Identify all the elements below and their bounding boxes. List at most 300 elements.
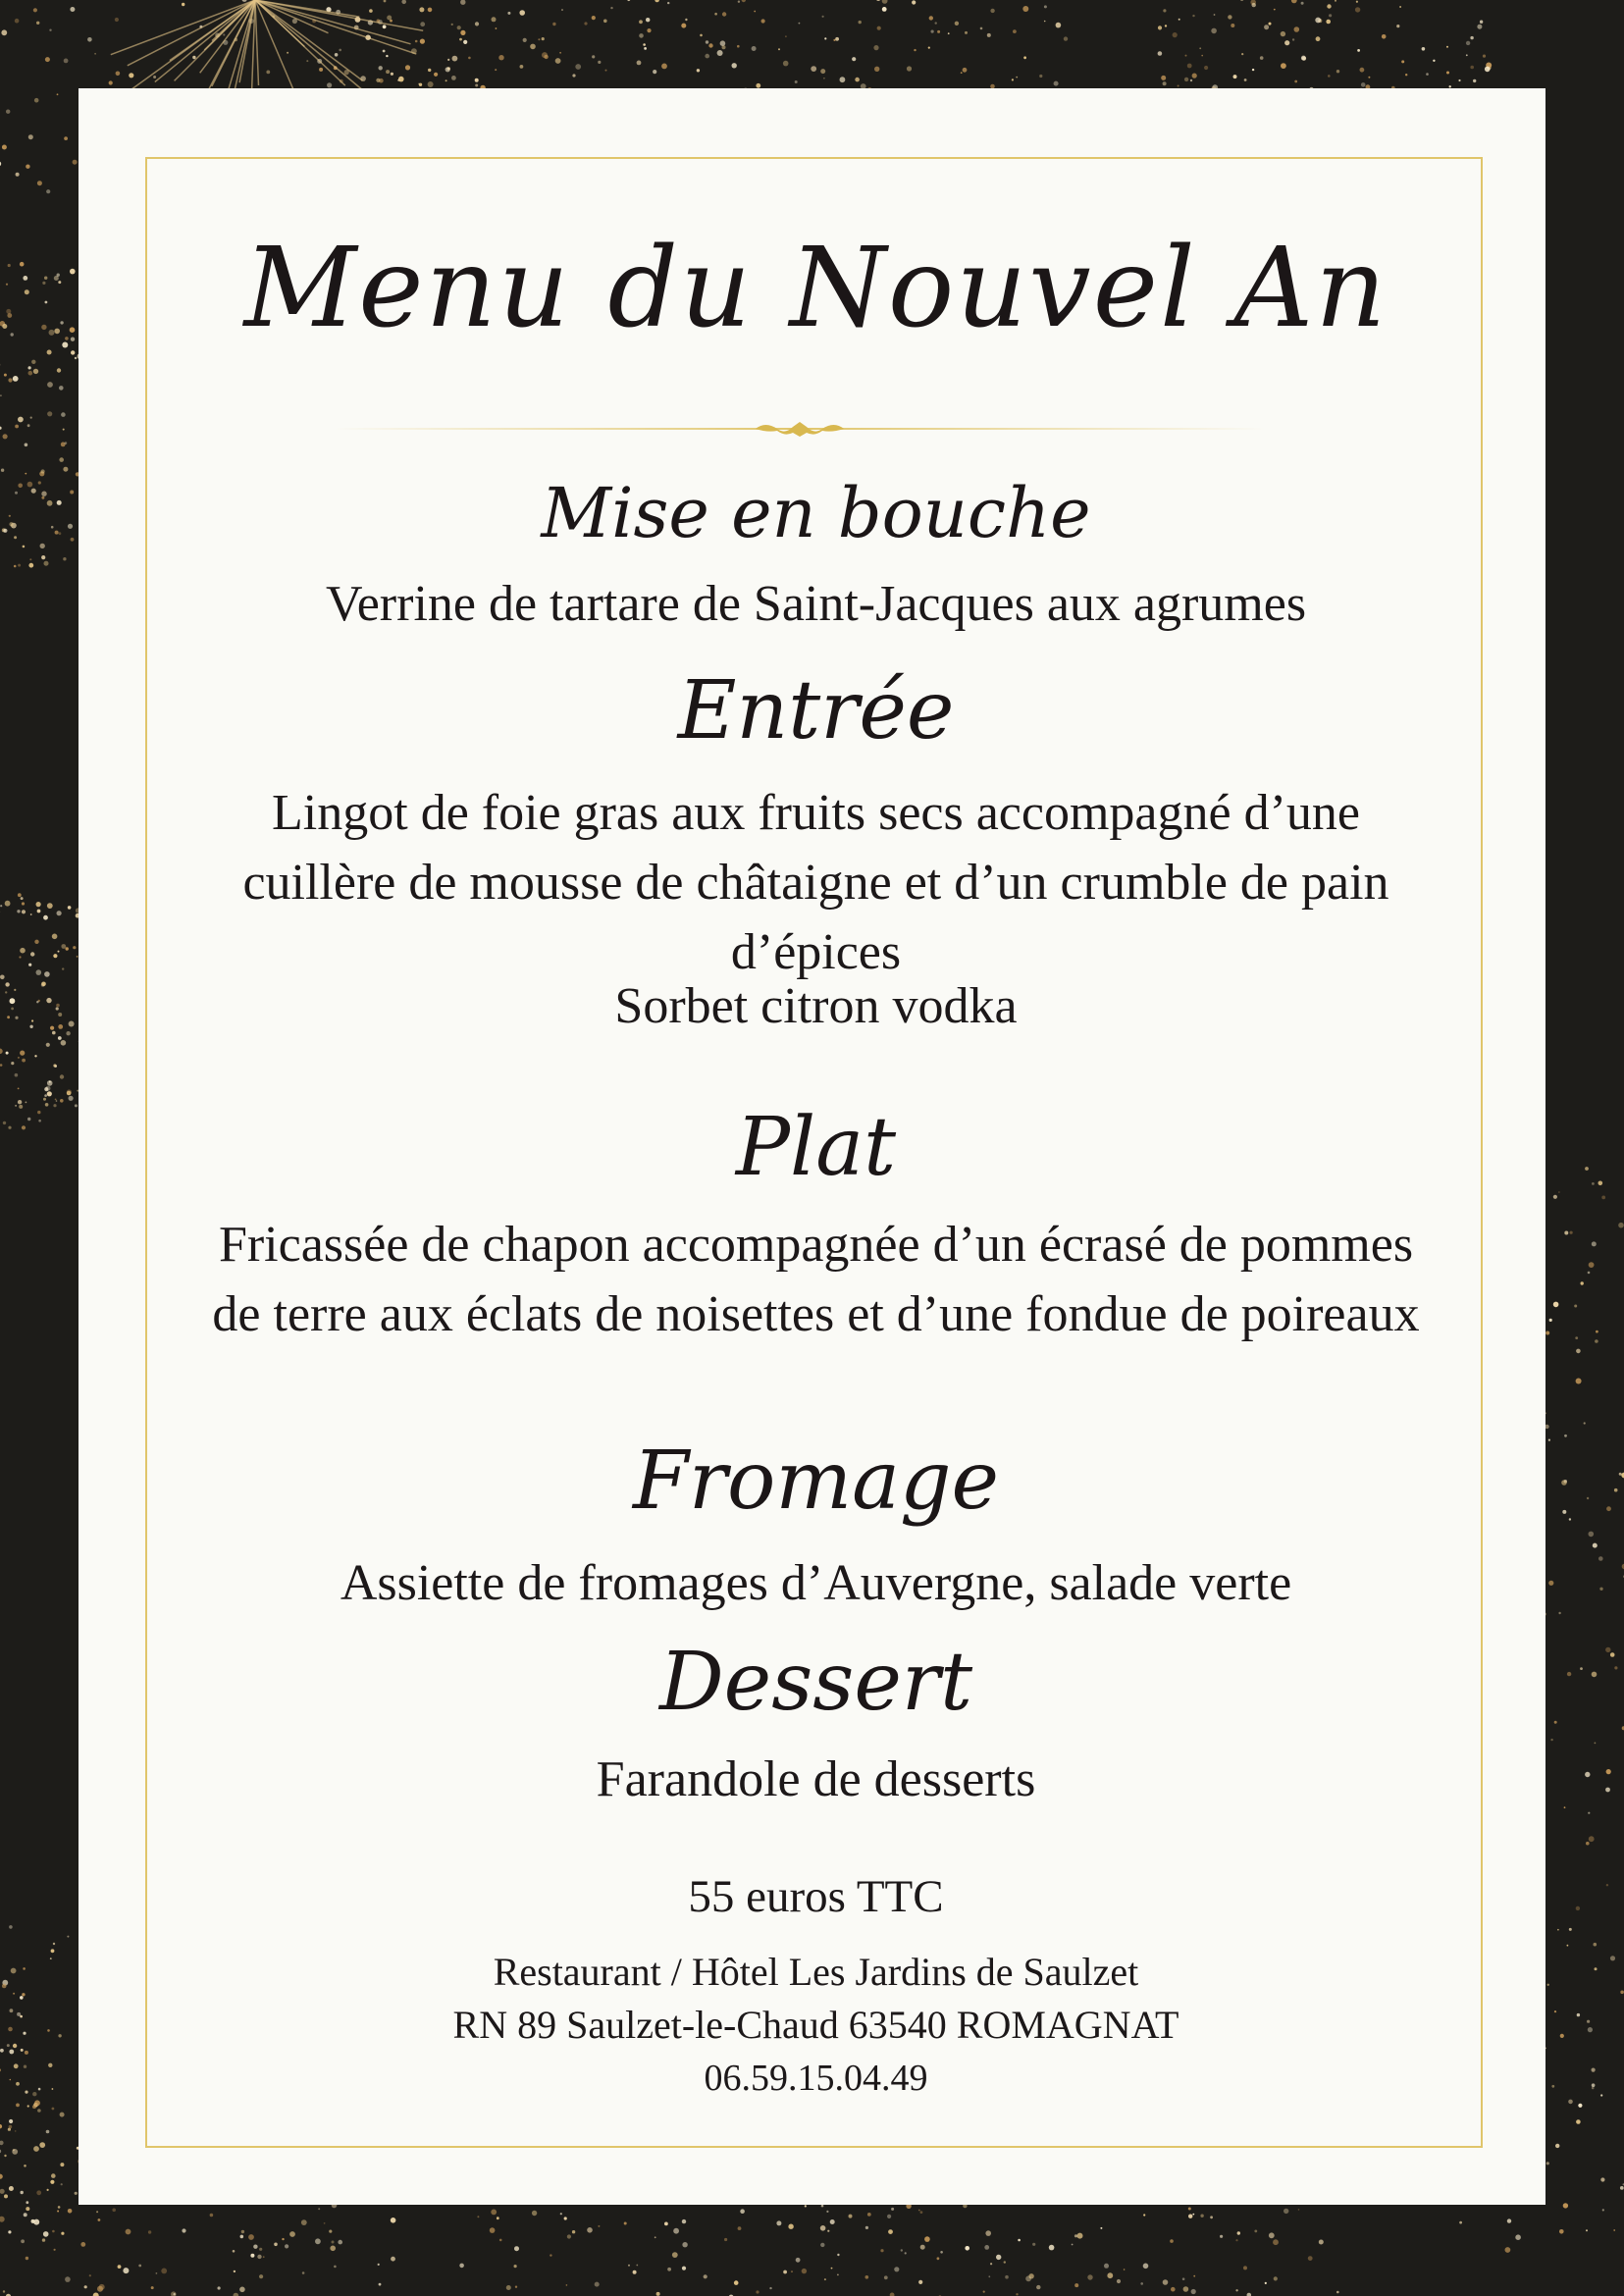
firework-spark: [47, 1080, 53, 1086]
firework-spark: [1610, 1652, 1615, 1657]
firework-spark: [1585, 1167, 1589, 1171]
firework-spark: [42, 282, 45, 285]
firework-ray: [128, 0, 255, 66]
firework-spark: [22, 1993, 25, 1996]
firework-spark: [598, 2225, 600, 2227]
firework-spark: [515, 2286, 517, 2288]
firework-spark: [27, 1118, 30, 1121]
firework-spark: [876, 0, 881, 1]
firework-spark: [11, 1008, 14, 1011]
firework-spark: [23, 546, 26, 548]
firework-spark: [1562, 1510, 1566, 1514]
firework-spark: [2, 324, 7, 329]
firework-spark: [1396, 25, 1399, 27]
firework-spark: [73, 946, 76, 949]
firework-spark: [80, 2242, 85, 2247]
firework-ray: [255, 0, 259, 85]
firework-spark: [498, 55, 503, 60]
firework-spark: [302, 2271, 305, 2274]
firework-spark: [1601, 1196, 1605, 1200]
course-heading-entree: Entrée: [677, 664, 955, 757]
firework-spark: [30, 952, 34, 956]
firework-spark: [45, 301, 48, 304]
firework-spark: [58, 1036, 62, 1040]
firework-spark: [41, 492, 46, 496]
firework-spark: [653, 70, 656, 74]
firework-spark: [1568, 2100, 1573, 2105]
firework-spark: [1228, 15, 1231, 19]
firework-spark: [1254, 2230, 1257, 2233]
firework-spark: [129, 73, 133, 78]
firework-spark: [68, 906, 72, 910]
firework-spark: [722, 45, 726, 49]
firework-spark: [43, 2231, 49, 2237]
firework-spark: [233, 2250, 236, 2253]
firework-spark: [93, 2293, 99, 2296]
firework-spark: [1505, 2247, 1511, 2253]
firework-spark: [31, 489, 36, 494]
firework-spark: [667, 2, 669, 4]
firework-spark: [990, 9, 994, 13]
firework-spark: [23, 1967, 26, 1970]
firework-spark: [1036, 2285, 1040, 2289]
firework-spark: [75, 1104, 78, 1107]
firework-spark: [37, 181, 42, 185]
firework-ray: [155, 0, 255, 82]
firework-spark: [116, 72, 121, 77]
firework-spark: [36, 22, 39, 25]
firework-spark: [1163, 9, 1166, 12]
firework-spark: [60, 2163, 64, 2166]
firework-spark: [161, 2269, 167, 2274]
firework-spark: [1577, 2013, 1580, 2016]
firework-spark: [1233, 75, 1237, 78]
firework-spark: [1327, 4, 1331, 8]
firework-spark: [15, 1105, 17, 1107]
firework-spark: [924, 2236, 930, 2242]
firework-spark: [46, 189, 50, 193]
firework-spark: [401, 0, 406, 4]
firework-spark: [25, 2051, 28, 2055]
firework-spark: [218, 2286, 221, 2289]
firework-spark: [40, 544, 45, 548]
firework-spark: [282, 2238, 284, 2240]
firework-spark: [6, 110, 10, 114]
firework-spark: [46, 1043, 50, 1047]
firework-spark: [44, 277, 47, 280]
firework-spark: [1016, 2293, 1018, 2295]
firework-spark: [1561, 1480, 1567, 1486]
firework-spark: [1553, 1195, 1557, 1199]
firework-spark: [682, 2267, 686, 2270]
firework-spark: [38, 1120, 41, 1122]
firework-spark: [0, 2141, 4, 2146]
firework-spark: [73, 160, 78, 165]
firework-spark: [948, 32, 950, 34]
firework-spark: [29, 1025, 32, 1028]
firework-spark: [266, 71, 270, 75]
firework-spark: [497, 2217, 499, 2219]
firework-spark: [1319, 2240, 1324, 2245]
firework-spark: [595, 2282, 600, 2287]
firework-spark: [1170, 2239, 1174, 2243]
firework-spark: [25, 444, 28, 447]
firework-spark: [931, 29, 934, 32]
firework-spark: [428, 69, 431, 72]
firework-spark: [1335, 0, 1336, 2]
firework-spark: [45, 1103, 49, 1107]
firework-spark: [1606, 1506, 1611, 1511]
firework-spark: [1016, 77, 1018, 78]
firework-spark: [379, 2283, 382, 2286]
firework-spark: [1588, 1812, 1590, 1814]
firework-spark: [257, 2255, 261, 2259]
firework-spark: [1555, 2144, 1559, 2148]
firework-spark: [1574, 1305, 1577, 1308]
firework-spark: [1252, 3, 1256, 7]
firework-spark: [1171, 2287, 1176, 2292]
firework-spark: [19, 1105, 23, 1109]
firework-spark: [1485, 67, 1491, 73]
firework-spark: [1032, 2243, 1035, 2246]
firework-spark: [496, 27, 498, 29]
firework-spark: [459, 2264, 464, 2269]
firework-spark: [29, 558, 31, 560]
firework-spark: [274, 2243, 278, 2247]
firework-spark: [673, 2228, 679, 2234]
firework-spark: [36, 902, 41, 907]
firework-spark: [1292, 38, 1294, 40]
firework-spark: [1200, 2215, 1203, 2218]
firework-spark: [849, 2215, 853, 2218]
firework-spark: [419, 7, 424, 12]
firework-spark: [459, 38, 462, 41]
firework-spark: [1473, 79, 1476, 82]
firework-spark: [332, 2241, 335, 2244]
firework-spark: [15, 1073, 19, 1077]
firework-spark: [532, 2211, 537, 2216]
firework-spark: [1570, 1231, 1573, 1234]
firework-spark: [639, 20, 643, 24]
firework-spark: [47, 1091, 52, 1096]
firework-spark: [705, 54, 709, 59]
firework-spark: [783, 61, 789, 67]
firework-spark: [52, 2230, 55, 2233]
firework-spark: [11, 1968, 17, 1974]
firework-spark: [63, 557, 66, 560]
firework-spark: [18, 1100, 22, 1104]
firework-spark: [248, 2234, 254, 2240]
firework-spark: [1183, 2286, 1189, 2292]
firework-spark: [882, 0, 888, 4]
firework-spark: [47, 382, 53, 388]
firework-spark: [327, 82, 332, 87]
firework-spark: [21, 2239, 25, 2243]
firework-spark: [1204, 66, 1208, 70]
firework-spark: [3, 529, 7, 533]
firework-spark: [452, 56, 458, 62]
firework-spark: [383, 25, 387, 28]
firework-spark: [419, 83, 422, 86]
firework-spark: [877, 26, 881, 30]
firework-spark: [182, 2228, 185, 2232]
firework-spark: [65, 442, 68, 444]
firework-spark: [1600, 2094, 1602, 2096]
firework-spark: [1592, 1672, 1598, 1678]
firework-spark: [53, 1064, 56, 1067]
firework-spark: [34, 940, 38, 944]
firework-spark: [1049, 2245, 1055, 2251]
firework-spark: [1588, 2027, 1593, 2032]
firework-spark: [51, 1949, 55, 1953]
dish-dessert: Farandole de desserts: [596, 1751, 1036, 1807]
firework-spark: [47, 500, 53, 506]
firework-spark: [1594, 1943, 1598, 1947]
firework-spark: [776, 2220, 781, 2225]
firework-spark: [1548, 1581, 1553, 1586]
firework-spark: [1087, 2274, 1092, 2279]
firework-spark: [1210, 2216, 1213, 2218]
firework-spark: [8, 1126, 11, 1129]
firework-spark: [714, 13, 717, 16]
firework-spark: [289, 2231, 295, 2237]
firework-spark: [306, 60, 308, 62]
firework-spark: [50, 1026, 54, 1030]
firework-spark: [783, 2270, 787, 2274]
firework-spark: [555, 58, 561, 64]
firework-spark: [18, 1088, 20, 1090]
firework-spark: [1585, 1772, 1590, 1777]
firework-spark: [1598, 1556, 1603, 1561]
firework-spark: [0, 394, 2, 396]
firework-spark: [21, 2049, 24, 2052]
firework-spark: [940, 2251, 943, 2254]
firework-spark: [6, 284, 8, 286]
firework-spark: [887, 2215, 891, 2218]
firework-spark: [837, 2254, 839, 2256]
firework-spark: [603, 20, 607, 24]
firework-spark: [148, 2230, 151, 2233]
firework-spark: [1553, 1302, 1559, 1308]
firework-spark: [1264, 25, 1269, 29]
firework-spark: [1595, 1339, 1598, 1343]
firework-spark: [25, 289, 29, 294]
dish-fromage: Assiette de fromages d’Auvergne, salade verte: [340, 1555, 1292, 1611]
firework-spark: [1178, 85, 1179, 87]
firework-spark: [1336, 70, 1339, 73]
firework-spark: [460, 0, 465, 5]
firework-spark: [1104, 2264, 1109, 2269]
firework-spark: [1563, 2203, 1568, 2208]
firework-spark: [1507, 2218, 1511, 2222]
firework-spark: [15, 1017, 18, 1019]
firework-spark: [475, 84, 478, 87]
firework-spark: [891, 2208, 894, 2211]
firework-spark: [1235, 2239, 1237, 2241]
firework-spark: [25, 2091, 27, 2094]
firework-spark: [49, 29, 51, 31]
firework-spark: [1593, 1543, 1598, 1548]
firework-spark: [61, 2183, 63, 2185]
firework-spark: [38, 481, 41, 484]
firework-spark: [45, 1086, 50, 1091]
firework-spark: [47, 350, 52, 355]
firework-spark: [1294, 80, 1297, 83]
firework-spark: [9, 2119, 13, 2123]
firework-spark: [882, 7, 887, 12]
firework-spark: [240, 2235, 244, 2239]
firework-spark: [1564, 1435, 1567, 1437]
firework-spark: [1466, 54, 1468, 56]
firework-spark: [45, 57, 50, 62]
firework-spark: [0, 161, 1, 166]
firework-spark: [1005, 2275, 1009, 2279]
firework-spark: [1294, 26, 1300, 32]
firework-spark: [1274, 2276, 1278, 2280]
firework-spark: [39, 2142, 45, 2148]
firework-spark: [1252, 69, 1254, 71]
firework-spark: [1308, 2256, 1313, 2261]
firework-spark: [70, 269, 76, 275]
firework-spark: [151, 2286, 154, 2289]
firework-spark: [880, 2249, 883, 2252]
course-heading-mise-en-bouche: Mise en bouche: [541, 473, 1091, 553]
firework-spark: [25, 473, 26, 475]
firework-spark: [41, 469, 45, 473]
firework-spark: [1558, 1191, 1560, 1193]
firework-spark: [664, 2222, 668, 2226]
firework-spark: [28, 134, 33, 139]
firework-spark: [18, 564, 21, 567]
firework-spark: [1422, 47, 1426, 51]
firework-spark: [1592, 1241, 1597, 1246]
firework-spark: [31, 360, 35, 364]
firework-spark: [987, 33, 991, 37]
firework-spark: [805, 2205, 807, 2207]
firework-spark: [37, 1111, 40, 1114]
firework-spark: [315, 2238, 321, 2244]
firework-spark: [477, 2216, 479, 2218]
firework-spark: [32, 2105, 36, 2109]
firework-spark: [820, 69, 825, 74]
firework-spark: [1004, 2261, 1006, 2263]
firework-spark: [52, 934, 58, 940]
firework-spark: [34, 1055, 36, 1057]
firework-spark: [9, 522, 13, 526]
firework-spark: [67, 1936, 69, 1938]
firework-spark: [18, 484, 23, 489]
firework-spark: [69, 1021, 75, 1027]
firework-spark: [1044, 21, 1046, 23]
firework-spark: [996, 2255, 1001, 2260]
firework-spark: [47, 2189, 49, 2191]
firework-spark: [564, 2217, 567, 2219]
firework-spark: [855, 78, 860, 82]
firework-spark: [722, 12, 726, 16]
firework-spark: [627, 0, 630, 1]
firework-spark: [5, 991, 7, 993]
firework-spark: [1220, 2235, 1223, 2238]
firework-spark: [94, 53, 96, 55]
firework-spark: [835, 37, 839, 41]
firework-spark: [27, 424, 30, 427]
firework-spark: [1022, 6, 1028, 12]
restaurant-name: Restaurant / Hôtel Les Jardins de Saulzet: [493, 1950, 1139, 1994]
firework-spark: [8, 2027, 13, 2032]
firework-spark: [1074, 2234, 1077, 2237]
firework-spark: [33, 8, 37, 12]
firework-spark: [8, 378, 12, 382]
firework-spark: [21, 2191, 24, 2194]
firework-spark: [1550, 1739, 1552, 1741]
firework-spark: [1515, 2234, 1521, 2240]
firework-spark: [761, 19, 765, 23]
firework-spark: [824, 2278, 826, 2280]
firework-spark: [58, 1024, 63, 1029]
firework-spark: [383, 50, 386, 53]
firework-spark: [592, 55, 595, 58]
firework-spark: [796, 2258, 801, 2263]
firework-spark: [1336, 2291, 1339, 2294]
firework-spark: [445, 79, 447, 81]
firework-spark: [826, 2211, 828, 2213]
firework-spark: [1551, 2085, 1554, 2088]
firework-spark: [1619, 1473, 1622, 1476]
firework-spark: [58, 951, 60, 953]
firework-spark: [1100, 2227, 1102, 2229]
firework-spark: [1433, 60, 1435, 62]
firework-spark: [9, 2186, 14, 2191]
firework-spark: [1584, 1422, 1586, 1424]
firework-spark: [1620, 2186, 1624, 2190]
firework-spark: [22, 910, 26, 913]
firework-spark: [566, 2284, 568, 2286]
firework-spark: [655, 2236, 656, 2238]
firework-spark: [754, 11, 756, 13]
firework-spark: [1426, 73, 1429, 76]
firework-spark: [386, 55, 388, 57]
firework-spark: [0, 975, 5, 980]
firework-spark: [56, 1100, 58, 1102]
firework-spark: [1064, 36, 1068, 40]
firework-spark: [1592, 2087, 1595, 2090]
firework-spark: [1018, 2239, 1021, 2242]
firework-spark: [1554, 2010, 1556, 2012]
firework-spark: [560, 2213, 562, 2215]
firework-spark: [31, 1019, 33, 1021]
firework-spark: [1605, 1788, 1610, 1793]
firework-spark: [802, 2269, 807, 2273]
firework-spark: [52, 2088, 54, 2090]
firework-spark: [9, 515, 11, 517]
firework-spark: [769, 2287, 771, 2289]
dish-entree: Lingot de foie gras aux fruits secs accompagné d’une cuillère de mousse de châtaigne et d’un crumble de pain d’épices: [242, 785, 1389, 980]
firework-spark: [0, 2174, 3, 2179]
firework-spark: [1214, 14, 1216, 16]
firework-spark: [1028, 2273, 1033, 2278]
firework-spark: [59, 457, 64, 462]
firework-spark: [387, 16, 392, 21]
firework-spark: [1589, 1262, 1595, 1268]
firework-spark: [1184, 78, 1188, 81]
firework-spark: [324, 2222, 326, 2224]
firework-spark: [192, 56, 195, 59]
firework-spark: [405, 65, 410, 70]
firework-spark: [1274, 9, 1276, 11]
firework-spark: [1199, 47, 1201, 49]
firework-spark: [514, 2265, 517, 2268]
firework-spark: [587, 2227, 593, 2233]
